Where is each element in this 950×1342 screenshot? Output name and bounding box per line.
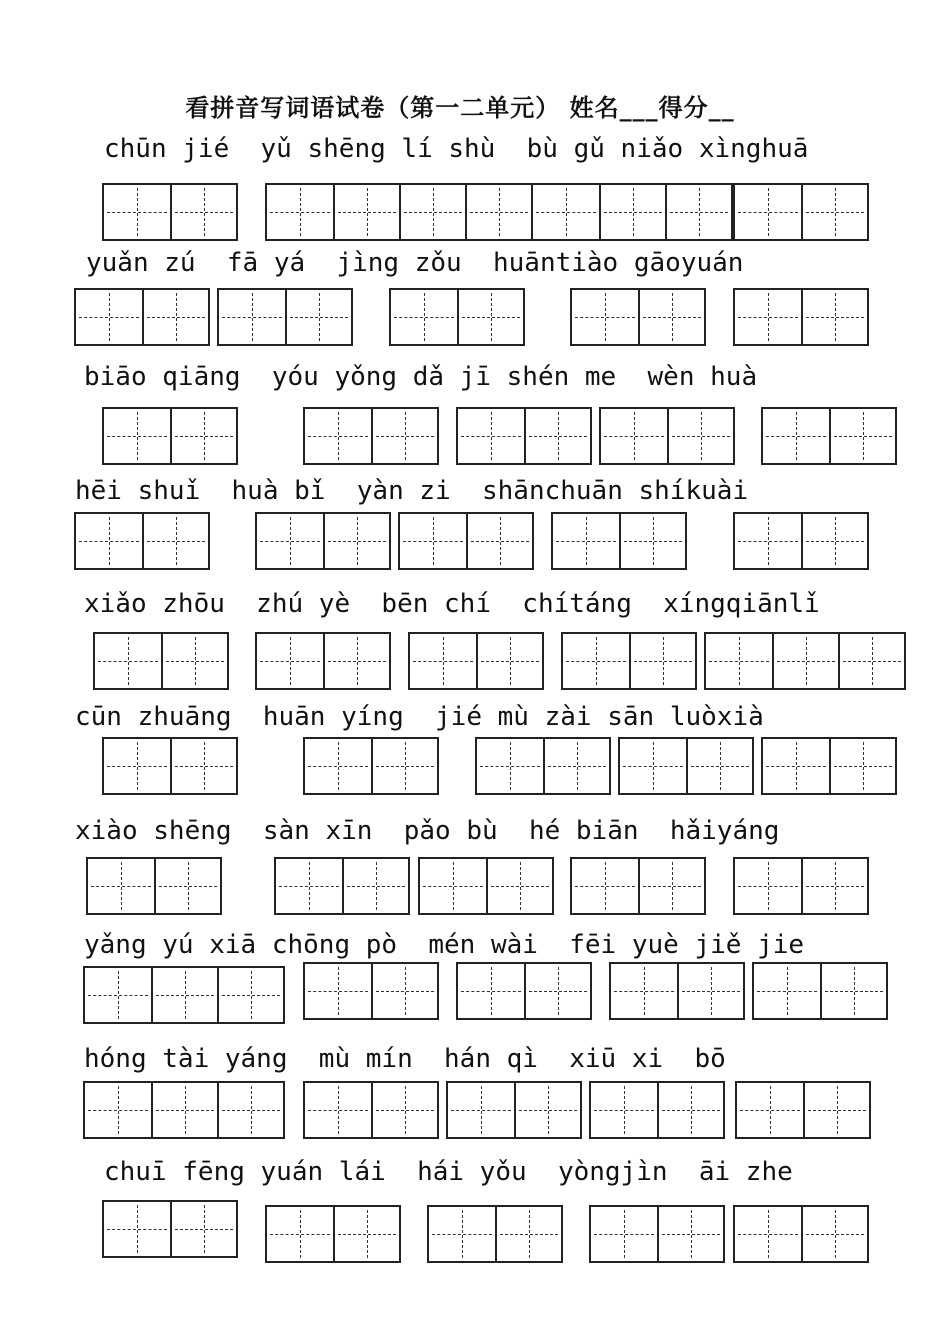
- pinyin-line: cūn zhuāng huān yíng jié mù zài sān luòxià: [75, 702, 764, 732]
- worksheet-title: 看拼音写词语试卷（第一二单元） 姓名___得分__: [185, 94, 735, 122]
- writing-box-2[interactable]: [551, 512, 687, 570]
- writing-box-2[interactable]: [752, 962, 888, 1020]
- writing-box-2[interactable]: [456, 962, 592, 1020]
- writing-box-2[interactable]: [389, 288, 525, 346]
- writing-box-2[interactable]: [618, 737, 754, 795]
- pinyin-line: hóng tài yáng mù mín hán qì xiū xi bō: [84, 1044, 726, 1074]
- writing-box-2[interactable]: [74, 288, 210, 346]
- writing-box-2[interactable]: [733, 288, 869, 346]
- writing-box-3[interactable]: [531, 183, 733, 241]
- writing-box-2[interactable]: [733, 1205, 869, 1263]
- writing-box-2[interactable]: [102, 183, 238, 241]
- writing-box-2[interactable]: [102, 407, 238, 465]
- writing-box-3[interactable]: [83, 1081, 285, 1139]
- writing-box-2[interactable]: [599, 407, 735, 465]
- pinyin-line: hēi shuǐ huà bǐ yàn zi shānchuān shíkuài: [75, 476, 749, 506]
- writing-box-2[interactable]: [303, 737, 439, 795]
- writing-box-2[interactable]: [255, 632, 391, 690]
- writing-box-3[interactable]: [83, 966, 285, 1024]
- writing-box-2[interactable]: [589, 1081, 725, 1139]
- writing-box-2[interactable]: [217, 288, 353, 346]
- writing-box-2[interactable]: [418, 857, 554, 915]
- writing-box-3[interactable]: [704, 632, 906, 690]
- writing-box-2[interactable]: [398, 512, 534, 570]
- writing-box-2[interactable]: [761, 407, 897, 465]
- writing-box-2[interactable]: [456, 407, 592, 465]
- writing-box-2[interactable]: [255, 512, 391, 570]
- writing-box-2[interactable]: [265, 1205, 401, 1263]
- pinyin-line: yuǎn zú fā yá jìng zǒu huāntiào gāoyuán: [86, 248, 744, 278]
- writing-box-2[interactable]: [408, 632, 544, 690]
- writing-box-4[interactable]: [265, 183, 533, 241]
- writing-box-2[interactable]: [733, 183, 869, 241]
- writing-box-2[interactable]: [735, 1081, 871, 1139]
- pinyin-line: biāo qiāng yóu yǒng dǎ jī shén me wèn huà: [84, 362, 758, 392]
- writing-box-2[interactable]: [733, 512, 869, 570]
- writing-box-2[interactable]: [303, 962, 439, 1020]
- writing-box-2[interactable]: [102, 1200, 238, 1258]
- writing-box-2[interactable]: [609, 962, 745, 1020]
- writing-box-2[interactable]: [86, 857, 222, 915]
- writing-box-2[interactable]: [303, 1081, 439, 1139]
- writing-box-2[interactable]: [561, 632, 697, 690]
- writing-box-2[interactable]: [303, 407, 439, 465]
- writing-box-2[interactable]: [570, 288, 706, 346]
- writing-box-2[interactable]: [427, 1205, 563, 1263]
- writing-box-2[interactable]: [733, 857, 869, 915]
- pinyin-line: yǎng yú xiā chōng pò mén wài fēi yuè jiě jie: [84, 930, 805, 960]
- writing-box-2[interactable]: [475, 737, 611, 795]
- pinyin-line: xiào shēng sàn xīn pǎo bù hé biān hǎiyáng: [75, 816, 780, 846]
- writing-box-2[interactable]: [570, 857, 706, 915]
- writing-box-2[interactable]: [93, 632, 229, 690]
- writing-box-2[interactable]: [761, 737, 897, 795]
- writing-box-2[interactable]: [74, 512, 210, 570]
- writing-box-2[interactable]: [446, 1081, 582, 1139]
- writing-box-2[interactable]: [102, 737, 238, 795]
- pinyin-line: chuī fēng yuán lái hái yǒu yòngjìn āi zhe: [104, 1157, 793, 1187]
- pinyin-line: chūn jié yǔ shēng lí shù bù gǔ niǎo xìnghuā: [104, 134, 809, 164]
- writing-box-2[interactable]: [274, 857, 410, 915]
- pinyin-line: xiǎo zhōu zhú yè bēn chí chítáng xíngqiānlǐ: [84, 589, 820, 619]
- writing-box-2[interactable]: [589, 1205, 725, 1263]
